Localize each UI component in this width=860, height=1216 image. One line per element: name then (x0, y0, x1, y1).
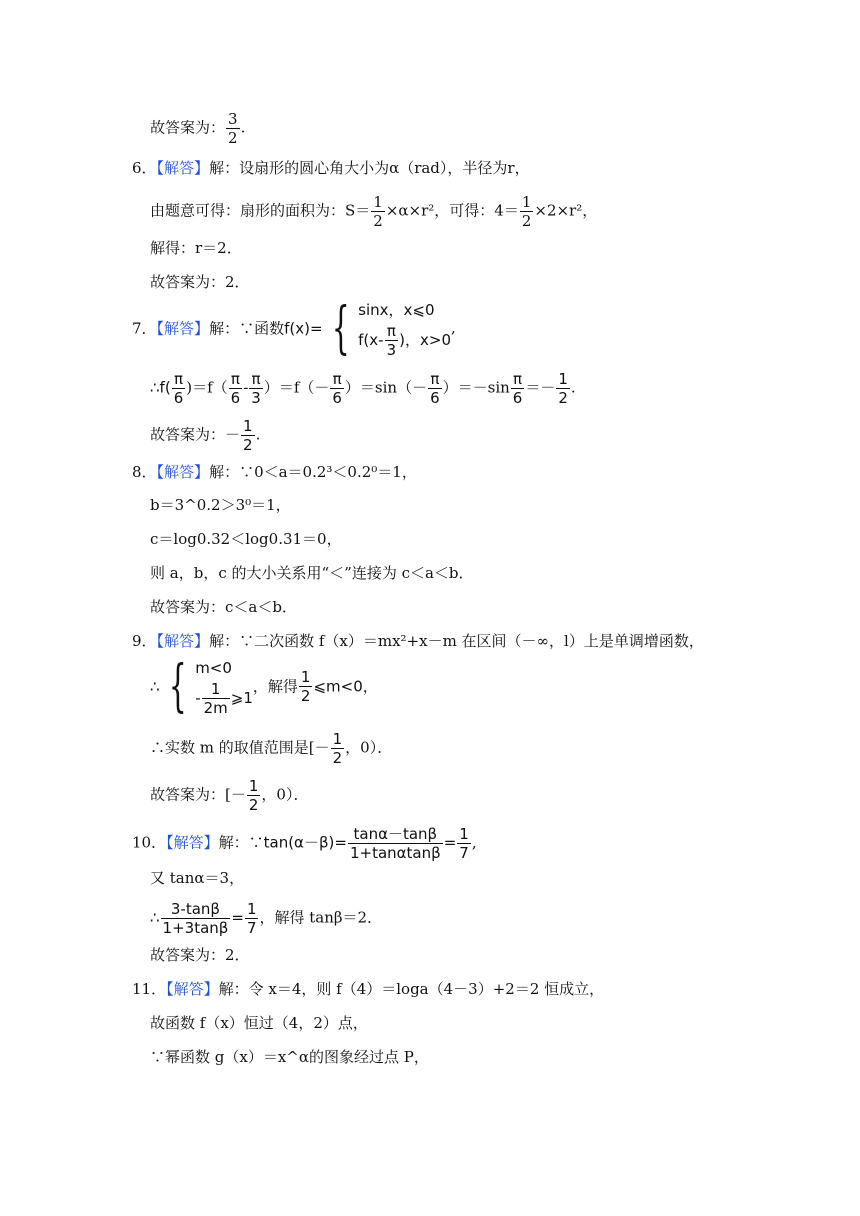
denominator: 6 (512, 389, 523, 407)
problem-6-line2 (150, 193, 597, 230)
problem-6-header (132, 158, 530, 178)
fraction (229, 370, 243, 407)
solution-tag: 【解答】 (156, 463, 210, 481)
text: ⩾1 (230, 689, 253, 707)
tan-expression: tan(α－β)= (263, 833, 347, 852)
case-2 (358, 322, 451, 359)
solution-tag: 【解答】 (166, 833, 219, 852)
function-label: f(x)= (284, 319, 323, 338)
numerator: π (229, 370, 243, 389)
fraction (556, 370, 570, 407)
text: - (243, 378, 249, 397)
denominator: 2 (521, 212, 532, 230)
numerator: 1 (246, 900, 257, 918)
fraction (245, 900, 259, 937)
solution-tag: 【解答】 (156, 632, 210, 650)
numerator: 3 (228, 110, 238, 128)
solution-tag: 【解答】 (156, 319, 210, 338)
text: 解：∵函数 (209, 319, 285, 338)
denominator: 7 (459, 844, 469, 862)
problem-7-line2: ∴f( $\frac{\pi}{6}$ )＝f（ $\frac{\pi}{6}$ - $\frac{\pi}{3}$ ）＝f（－ $\frac{\pi}{6}$ ）＝sin（－ $\frac{\pi}{6}$ ）＝－sin $\frac{\pi}{6}$ ＝－ $\frac{1}{2}$ . (150, 370, 576, 407)
problem-6-answer: 故答案为：2． (150, 273, 250, 291)
text: 解：设扇形的圆心角大小为α（rad），半径为r， (209, 159, 530, 177)
problem-7-answer: 故答案为：－ $\frac{1}{2}$ . (150, 417, 261, 454)
problem-9-system (150, 653, 378, 719)
denominator: 6 (230, 389, 241, 407)
denominator: 2 (373, 212, 383, 230)
fraction (371, 193, 385, 230)
problem-number: 6． (132, 159, 157, 177)
numerator: 1 (202, 680, 230, 699)
text: ∴实数 m 的取值范围是[－ (150, 738, 330, 757)
problem-11-line3: ∵幂函数 g（x）＝x^α的图象经过点 P， (150, 1048, 429, 1066)
text: ，0）． (345, 738, 393, 757)
fraction (299, 668, 313, 705)
numerator: 1 (373, 193, 383, 211)
problem-8-line2: b＝3^0.2＞3⁰＝1， (150, 496, 291, 514)
numerator: tanα－tanβ (348, 825, 443, 844)
denominator: 6 (430, 389, 440, 407)
text: 由题意可得：扇形的面积为：S＝ (150, 201, 371, 220)
fraction (511, 370, 525, 407)
text: 解：∵二次函数 f（x）＝mx²+x－m 在区间（－∞，l）上是单调增函数， (209, 632, 704, 650)
therefore: ∴ (150, 908, 160, 927)
fraction (172, 370, 186, 407)
problem-8-line3: c＝log0.32＜log0.31＝0， (150, 530, 342, 548)
numerator: π (330, 370, 344, 389)
text: ＝－ (525, 378, 556, 397)
numerator: π (172, 370, 186, 389)
problem-8-header (132, 462, 417, 482)
fraction (202, 680, 230, 717)
problem-7-header: 7．【解答】解：∵函数f(x)= { sinx，x⩽0 f(x- $\frac{\pi}{3}$ )，x>0 , (132, 295, 456, 361)
denominator: 2 (332, 749, 343, 767)
numerator: π (249, 370, 263, 389)
text: ⩽m<0， (313, 677, 378, 696)
solution-tag: 【解答】 (156, 159, 210, 177)
problem-10-line2: 又 tanα＝3， (150, 869, 245, 887)
text: ×α×r²，可得：4＝ (385, 201, 519, 220)
denominator: 3 (386, 341, 397, 359)
text: ×2×r²， (534, 201, 598, 220)
text: ）＝f（－ (263, 378, 330, 397)
piecewise-cases (358, 298, 451, 359)
denominator: 3 (251, 389, 261, 407)
problem-number: 10． (132, 833, 167, 852)
problem-10-answer: 故答案为：2． (150, 946, 250, 964)
denominator: 1+tanαtanβ (349, 844, 441, 862)
therefore: ∴ (150, 677, 160, 696)
fraction (226, 110, 240, 147)
text: ，0）． (261, 785, 309, 804)
problem-number: 8． (132, 463, 157, 481)
fraction (428, 370, 442, 407)
left-brace: { (168, 653, 187, 719)
numerator: 1 (300, 668, 311, 686)
problem-11-header (132, 979, 604, 999)
numerator: 1 (521, 193, 532, 211)
text: ）＝－sin (442, 378, 510, 397)
numerator: 3-tanβ (161, 900, 231, 919)
text: 故答案为：[－ (150, 785, 246, 804)
denominator: 6 (332, 389, 342, 407)
case-1: m<0 (195, 659, 232, 677)
denominator: 2 (558, 389, 568, 407)
text: ，解得 (252, 677, 298, 696)
text: f( (159, 378, 171, 397)
problem-11-line2: 故函数 f（x）恒过（4，2）点， (150, 1014, 368, 1032)
answer-label: 故答案为： (150, 118, 226, 137)
numerator: 1 (558, 370, 568, 388)
fraction (247, 777, 261, 814)
case-2: - $\frac{1}{2m}$ ⩾1 (195, 680, 253, 717)
denominator: 2 (248, 796, 259, 814)
numerator: π (511, 370, 525, 389)
numerator: 1 (459, 825, 469, 843)
therefore: ∴ (150, 378, 160, 397)
fraction (385, 322, 399, 359)
text: ）＝sin（－ (344, 378, 428, 397)
numerator: π (428, 370, 442, 389)
fraction (330, 370, 344, 407)
denominator: 2 (243, 436, 253, 454)
problem-number: 7． (132, 319, 157, 338)
fraction (331, 730, 345, 767)
solution-tag: 【解答】 (166, 980, 219, 998)
text: 故答案为：－ (150, 425, 241, 444)
numerator: 1 (248, 777, 259, 795)
problem-9-header (132, 631, 704, 651)
problem-6-line3: 解得：r＝2． (150, 239, 242, 257)
fraction (457, 825, 471, 862)
problem-10-line3: ∴ $\frac{3-\tan\beta}{1+3\tan\beta}$ = $\frac{1}{7}$ ，解得 tanβ＝2． (150, 900, 383, 937)
problem-number: 9． (132, 632, 157, 650)
text: f(x- (358, 331, 384, 349)
fraction (241, 417, 255, 454)
numerator: π (385, 322, 399, 341)
case-1: sinx，x⩽0 (358, 301, 435, 319)
denominator: 6 (173, 389, 184, 407)
fraction (161, 900, 231, 937)
denominator: 2 (300, 687, 311, 705)
text: 解：∵0＜a＝0.2³＜0.2⁰＝1， (209, 463, 417, 481)
text: 解：∵ (218, 833, 264, 852)
fraction (520, 193, 534, 230)
denominator: 1+3tanβ (162, 919, 229, 937)
problem-8-answer: 故答案为：c＜a＜b． (150, 598, 297, 616)
text: )，x>0 (399, 331, 451, 349)
fraction (249, 370, 263, 407)
problem-number: 11． (132, 980, 167, 998)
text: )＝f（ (186, 378, 228, 397)
text: 解：令 x＝4，则 f（4）＝loga（4－3）+2＝2 恒成立， (218, 980, 605, 998)
denominator: 2m (203, 699, 228, 717)
problem-9-answer (150, 777, 308, 814)
text: ，解得 tanβ＝2． (259, 908, 383, 927)
problem-9-range (150, 730, 392, 767)
numerator: 1 (332, 730, 343, 748)
denominator: 7 (246, 919, 257, 937)
fraction (348, 825, 443, 862)
numerator: 1 (243, 417, 253, 435)
denominator: 2 (228, 129, 238, 147)
problem-8-line4: 则 a，b，c 的大小关系用“＜”连接为 c＜a＜b． (150, 564, 474, 582)
answer-line: 故答案为： $\frac{3}{2}$ . (150, 110, 246, 147)
inequality-system (195, 656, 253, 717)
left-brace: { (331, 295, 350, 361)
problem-10-header: 10．【解答】解：∵tan(α－β)= $\frac{\tan\alpha-\tan\beta}{1+\tan\alpha\tan\beta}$ = $\frac{1}{7}$ , (132, 825, 477, 862)
